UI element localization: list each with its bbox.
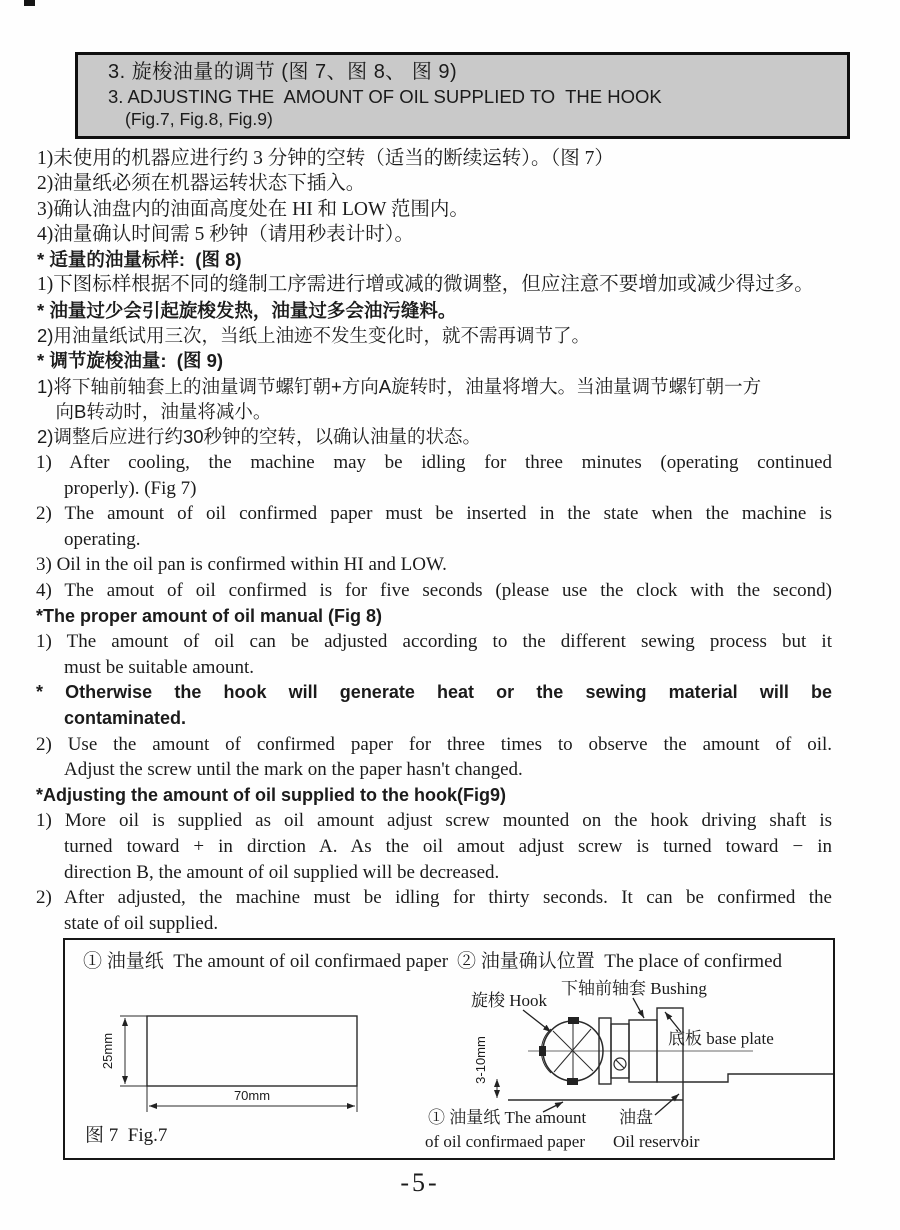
en-line: state of oil supplied. (64, 912, 219, 934)
paper-width-dim: 70mm (233, 1088, 271, 1103)
en-line: 2) After adjusted, the machine must be idling for thirty seconds. It can be confirmed the (36, 887, 832, 909)
en-line: 4) The amout of oil confirmed is for five seconds (please use the clock with the second) (36, 579, 832, 601)
hook-tab (568, 1017, 579, 1024)
reservoir-label-zh: 油盘 (619, 1108, 653, 1127)
en-note: contaminated. (64, 707, 187, 728)
page-number: -5- (400, 1168, 440, 1197)
en-line: 1) The amount of oil can be adjusted according to the different sewing process but it (36, 631, 832, 653)
figure-label-paper: ① 油量纸 The amount of oil confirmaed paper (83, 951, 449, 972)
hook-tab (567, 1078, 578, 1085)
cn-line: 2)油量纸必须在机器运转状态下插入。 (37, 173, 366, 195)
en-line: 1) More oil is supplied as oil amount adjust screw mounted on the hook driving shaft is (36, 810, 832, 832)
baseplate-label: 底板 base plate (668, 1029, 774, 1048)
en-line: Adjust the screw until the mark on the paper hasn't changed. (64, 759, 523, 781)
cn-heading: * 调节旋梭油量: (图 9) (37, 350, 224, 372)
reservoir-leader-arrow (655, 1094, 679, 1115)
figure-label-place: ② 油量确认位置 The place of confirmed (457, 951, 783, 972)
cn-heading: * 适量的油量标样: (图 8) (37, 249, 242, 271)
cn-note: * 油量过少会引起旋梭发热，油量过多会油污缝料。 (37, 299, 457, 321)
hook-label: 旋梭 Hook (471, 991, 548, 1010)
en-line: 1) After cooling, the machine may be idling for three minutes (operating continued (36, 452, 832, 473)
chinese-instructions (37, 146, 843, 450)
en-line: properly). (Fig 7) (64, 477, 197, 499)
gap-dim: 3-10mm (473, 1036, 488, 1084)
en-heading: *The proper amount of oil manual (Fig 8) (36, 605, 383, 626)
en-line: turned toward + in dirction A. As the oil amout adjust screw is turned toward − in (64, 835, 832, 857)
paper-bottom-label-1: ① 油量纸 The amount (428, 1108, 587, 1127)
cn-line: 3)确认油盘内的油面高度处在 HI 和 LOW 范围内。 (37, 198, 469, 220)
cn-line: 4)油量确认时间需 5 秒钟（请用秒表计时）。 (37, 223, 414, 245)
bushing-label: 下轴前轴套 Bushing (561, 979, 707, 998)
hook-leader-arrow (523, 1010, 551, 1032)
english-instructions (36, 450, 832, 936)
cn-line: 2)用油量纸试用三次，当纸上油迹不发生变化时，就不需再调节了。 (37, 325, 590, 347)
en-line: 3) Oil in the oil pan is confirmed within HI and LOW. (36, 554, 447, 576)
cn-line: 1)未使用的机器应进行约 3 分钟的空转（适当的断续运转）。（图 7） (37, 148, 614, 169)
hook-assembly-diagram (423, 960, 833, 1156)
hook-tab (539, 1046, 546, 1056)
en-line: operating. (64, 528, 141, 550)
paper-rect (147, 1016, 357, 1086)
section-title-figures: (Fig.7, Fig.8, Fig.9) (125, 109, 273, 129)
en-heading: *Adjusting the amount of oil supplied to the hook(Fig9) (36, 784, 506, 805)
en-line: must be suitable amount. (64, 656, 254, 678)
section-header (75, 52, 850, 139)
en-line: 2) The amount of oil confirmed paper must be inserted in the state when the machine is (36, 503, 832, 525)
en-note: * Otherwise the hook will generate heat or the sewing material will be (36, 682, 832, 703)
cn-line: 1)将下轴前轴套上的油量调节螺钉朝+方向A旋转时，油量将增大。当油量调节螺钉朝一方 (37, 375, 762, 397)
section-title-zh: 3. 旋梭油量的调节 (图 7、图 8、 图 9) (108, 61, 458, 83)
en-line: direction B, the amount of oil supplied will be decreased. (64, 861, 500, 883)
screw-slot (616, 1060, 624, 1068)
section-title-en: 3. ADJUSTING THE AMOUNT OF OIL SUPPLIED TO THE HOOK (108, 86, 662, 107)
figure-box (63, 938, 835, 1160)
bushing-leader-arrow (633, 998, 644, 1018)
cn-line: 向B转动时，油量将减小。 (37, 400, 272, 422)
paper-height-dim: 25mm (100, 1032, 115, 1070)
reservoir-label-en: Oil reservoir (613, 1132, 700, 1151)
fig7-caption: 图 7 Fig.7 (85, 1125, 168, 1146)
paper-bottom-label-2: of oil confirmaed paper (425, 1132, 586, 1151)
fig7-paper-diagram (70, 1000, 410, 1125)
scan-artifact (24, 0, 35, 6)
cn-line: 2)调整后应进行约30秒钟的空转，以确认油量的状态。 (37, 426, 482, 448)
cn-line: 1)下图标样根据不同的缝制工序需进行增或减的微调整，但应注意不要增加或减少得过多。 (37, 274, 814, 296)
en-line: 2) Use the amount of confirmed paper for three times to observe the amount of oil. (36, 733, 832, 755)
machine-bed-line (683, 1074, 833, 1082)
